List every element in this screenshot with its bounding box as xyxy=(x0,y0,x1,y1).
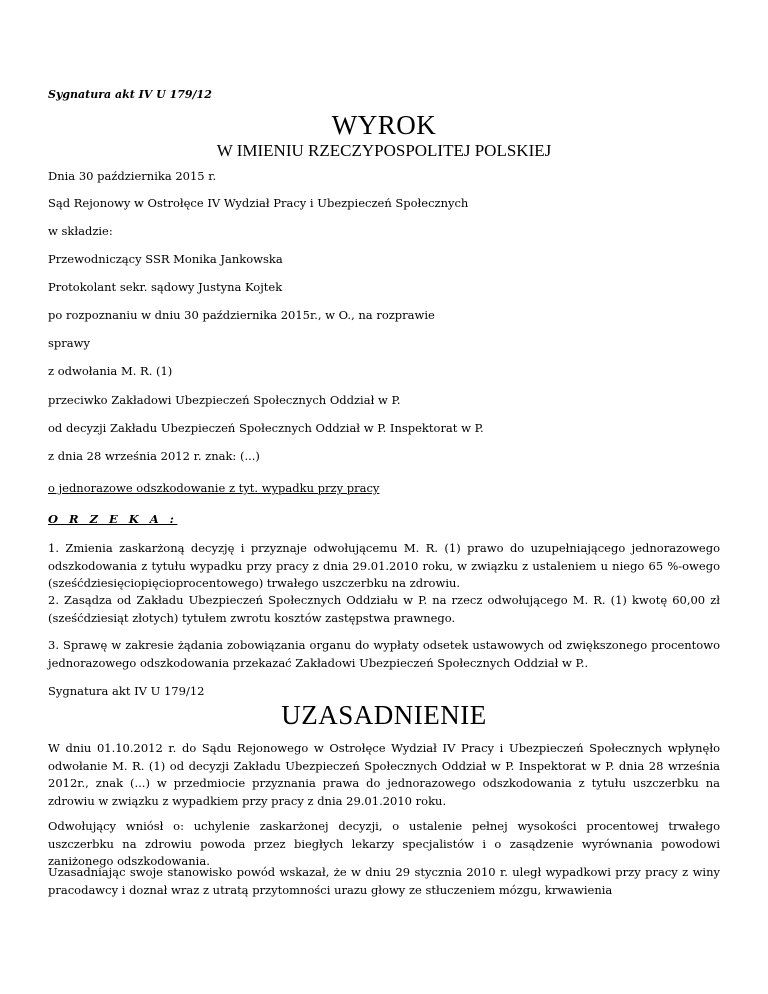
justification-paragraph-2: Odwołujący wniósł o: uchylenie zaskarżonej decyzji, o ustalenie pełnej wysokości procentowej trwałego uszczerbku na zdrowiu powoda przez biegłych lekarzy specjalistów i o zasądzenie wyrównania powodowi zaniżonego odszkodowania. xyxy=(48,819,720,868)
ruling-point-3: 3. Sprawę w zakresie żądania zobowiązania organu do wypłaty odsetek ustawowych od zwiększonego procentowo jednorazowego odszkodowania przekazać Zakładowi Ubezpieczeń Społecznych Oddział w P.. xyxy=(48,638,720,670)
case-label: sprawy xyxy=(48,336,90,350)
ruling-point-1: 1. Zmienia zaskarżoną decyzję i przyznaje odwołującemu M. R. (1) prawo do uzupełniającego jednorazowego odszkodowania z tytułu wypadku przy pracy z dnia 29.01.2010 roku, w związku z ustaleniem u niego 65 %-owego (sześćdziesięciopięcioprocentowego) trwałego uszczerbku na zdrowiu. xyxy=(48,541,720,590)
case-signature-mid: Sygnatura akt IV U 179/12 xyxy=(48,684,205,698)
appellant-line: z odwołania M. R. (1) xyxy=(48,364,173,378)
ruling-point-2: 2. Zasądza od Zakładu Ubezpieczeń Społecznych Oddziału w P. na rzecz odwołującego M. R. (1) kwotę 60,00 zł (sześćdziesiąt złotych) tytułem zwrotu kosztów zastępstwa prawnego. xyxy=(48,593,720,625)
respondent-line: przeciwko Zakładowi Ubezpieczeń Społecznych Oddział w P. xyxy=(48,393,401,407)
judgment-subtitle: W IMIENIU RZECZYPOSPOLITEJ POLSKIEJ xyxy=(216,141,552,160)
subject-line: o jednorazowe odszkodowanie z tyt. wypadku przy pracy xyxy=(48,481,380,495)
presiding-judge: Przewodniczący SSR Monika Jankowska xyxy=(48,252,283,266)
hearing-info: po rozpoznaniu w dniu 30 października 2015r., w O., na rozprawie xyxy=(48,308,435,322)
court-clerk: Protokolant sekr. sądowy Justyna Kojtek xyxy=(48,280,283,294)
justification-paragraph-1: W dniu 01.10.2012 r. do Sądu Rejonowego w Ostrołęce Wydział IV Pracy i Ubezpieczeń Społecznych wpłynęło odwołanie M. R. (1) od decyzji Zakładu Ubezpieczeń Społecznych Oddział w P. Inspektorat w P. dnia 28 września 2012r., znak (...) w przedmiocie przyznania prawa do jednorazowego odszkodowania z tytułu uszczerbku na zdrowiu w związku z wypadkiem przy pracy z dnia 29.01.2010 roku. xyxy=(48,741,720,808)
case-signature-top: Sygnatura akt IV U 179/12 xyxy=(48,88,212,101)
court-name: Sąd Rejonowy w Ostrołęce IV Wydział Pracy i Ubezpieczeń Społecznych xyxy=(48,196,469,210)
judgment-title: WYROK xyxy=(331,110,437,140)
judgment-date: Dnia 30 października 2015 r. xyxy=(48,169,217,183)
decision-date-line: z dnia 28 września 2012 r. znak: (...) xyxy=(48,449,260,463)
decision-line: od decyzji Zakładu Ubezpieczeń Społecznych Oddział w P. Inspektorat w P. xyxy=(48,421,484,435)
justification-paragraph-3: Uzasadniając swoje stanowisko powód wskazał, że w dniu 29 stycznia 2010 r. uległ wypadkowi przy pracy z winy pracodawcy i doznał wraz z utratą przytomności urazu głowy ze stłuczeniem mózgu, krwawienia xyxy=(48,865,720,897)
composition-label: w składzie: xyxy=(48,224,113,238)
justification-title: UZASADNIENIE xyxy=(281,700,487,730)
orzeka-heading: O R Z E K A : xyxy=(48,512,178,526)
